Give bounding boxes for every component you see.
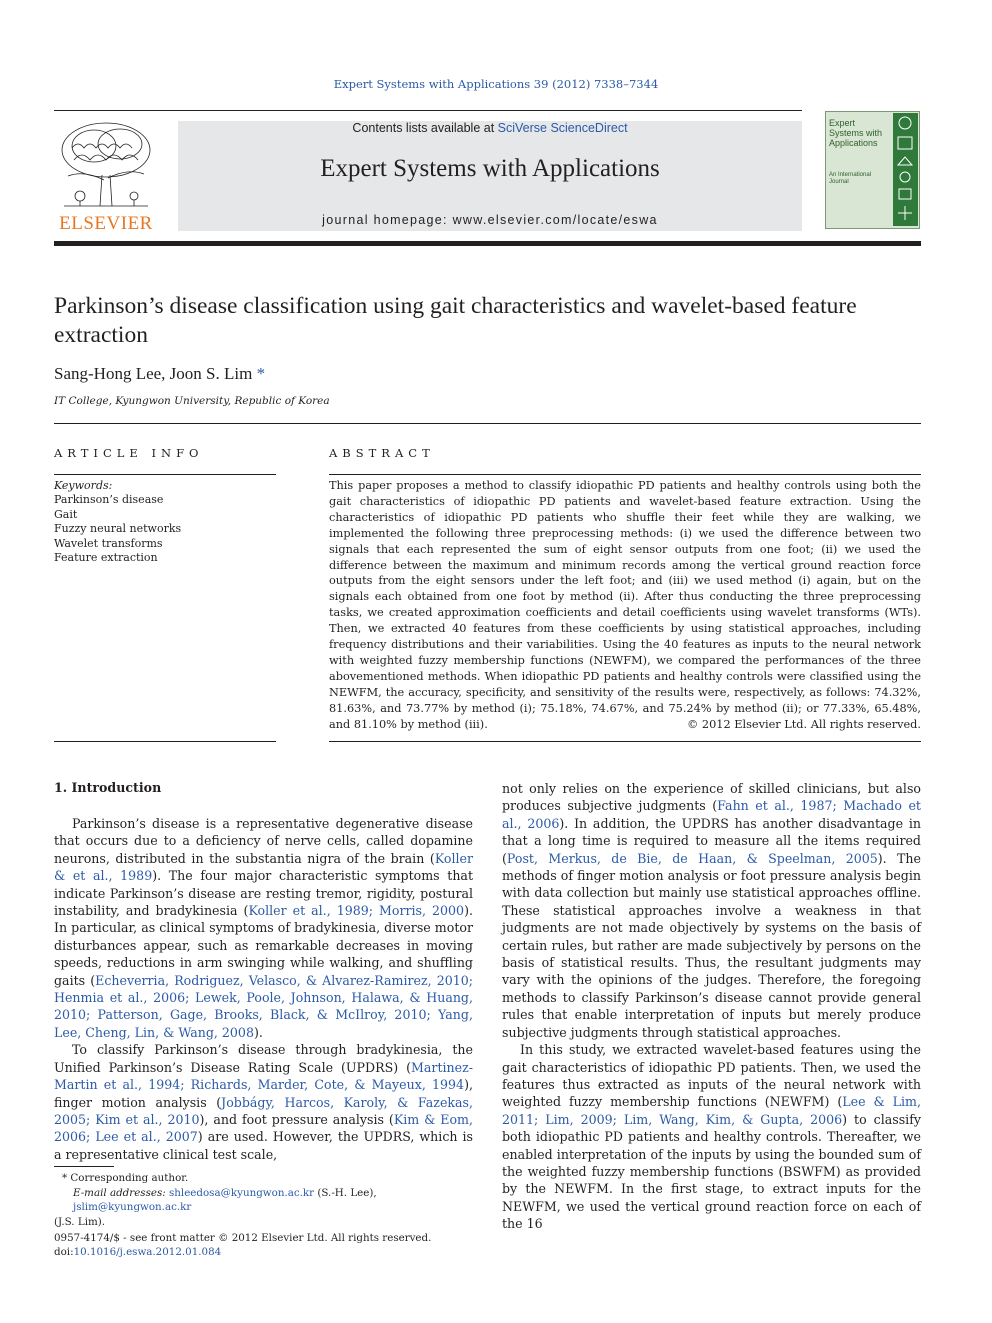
corresponding-text: Corresponding author. xyxy=(70,1172,189,1184)
paragraph-text: ) are used. However, the UPDRS, which is a representative clinical test scale, xyxy=(54,1129,473,1162)
paragraph-text: ). xyxy=(253,1024,263,1040)
citation-link[interactable]: Lee & Lim, 2011; Lim, 2009; Lim, Wang, Kim, & Gupta, 2006 xyxy=(502,1094,921,1127)
paragraph-text: ) to classify both idiopathic PD patients and healthy controls. Thereafter, we enabled interpretation of the inputs by using the bounded sum of the weighted fuzzy membership functions (BSWFM) as provided by the NEWFM. In the first stage, to extract inputs for the NEWFM, we used the vertical ground reaction force on each of the 16 xyxy=(502,1111,921,1232)
citation-link[interactable]: Kim & Eom, 2006; Lee et al., 2007 xyxy=(54,1111,473,1145)
tree-icon xyxy=(54,120,158,212)
abstract-bottom-rule xyxy=(329,741,921,742)
authors: Sang-Hong Lee, Joon S. Lim xyxy=(54,364,253,383)
keyword: Fuzzy neural networks xyxy=(54,522,182,535)
cover-title: Expert Systems with Applications xyxy=(829,118,883,148)
paragraph-text: ). The four major characteristic symptoms that indicate Parkinson’s disease are resting tremor, rigidity, postural instability, and bradykinesia ( xyxy=(54,868,474,919)
right-column xyxy=(502,780,921,1233)
journal-homepage xyxy=(178,213,802,227)
email-owner-line: (J.S. Lim). xyxy=(54,1215,106,1228)
article-info-heading: ARTICLE INFO xyxy=(54,446,204,460)
paragraph xyxy=(502,1041,921,1232)
citation-link[interactable]: Fahn et al., 1987; Machado et al., 2006 xyxy=(502,798,921,831)
paragraph-text: To classify Parkinson’s disease through bradykinesia, the Unified Parkinson’s Disease Rating Scale (UPDRS) ( xyxy=(54,1042,473,1075)
abstract-text: This paper proposes a method to classify idiopathic PD patients and healthy controls using both the gait characteristics of idiopathic PD patients and wavelet-based feature extraction. Using the characteristics of idiopathic PD patients who shuffle their feet while they are walking, we implemented the following three preprocessing methods: (i) we used the difference between two signals that each represented the sum of eight sensor outputs from one foot; (ii) we used the difference between the maximum and minimum records among the vertical ground reaction force outputs from the eight sensors under the left foot; and (iii) we used method (i) again, but on the signals each obtained from one foot by method (ii). After thus conducting the three preprocessing tasks, we created approximation coefficients and detail coefficients using wavelet transforms (WTs). Then, we extracted 40 features from these coefficients by using statistical approaches, including frequency distributions and their variabilities. Using the 40 features as inputs to the neural network with weighted fuzzy membership functions (NEWFM), we compared the performances of the three abovementioned methods. When idiopathic PD patients and healthy controls were classified using the NEWFM, the accuracy, specificity, and sensitivity of the results were, respectively, as follows: 74.32%, 81.63%, and 73.77% by method (i); 75.18%, 74.67%, and 75.24% by method (ii); or 77.33%, 65.48%, and 81.10% by method (iii). xyxy=(329,479,921,731)
keywords-label: Keywords: xyxy=(54,479,113,492)
header-thick-rule xyxy=(54,241,921,246)
doi-link[interactable]: 10.1016/j.eswa.2012.01.084 xyxy=(73,1246,222,1258)
citation-link[interactable]: Echeverria, Rodriguez, Velasco, & Alvarez-Ramirez, 2010; Henmia et al., 2006; Lewek, Poole, Johnson, Halawa, & Huang, 2010; Patterson, Gage, Brooks, Black, & McIlroy, 2010; Yang, Lee, Cheng, Lin, & Wang, 2008 xyxy=(54,972,473,1040)
cover-icons xyxy=(893,113,918,226)
author-list xyxy=(54,364,265,384)
footnotes xyxy=(54,1171,484,1229)
abstract-heading: ABSTRACT xyxy=(329,446,435,460)
citation-link[interactable]: Koller & et al., 1989 xyxy=(54,850,473,884)
doi-line xyxy=(54,1245,484,1259)
email-link[interactable]: jslim@kyungwon.ac.kr xyxy=(73,1201,192,1213)
homepage-url[interactable]: www.elsevier.com/locate/eswa xyxy=(452,213,658,227)
homepage-prefix: journal homepage: xyxy=(322,213,453,227)
email-owner: (S.-H. Lee), xyxy=(317,1186,377,1199)
paragraph-text: ). In addition, the UPDRS has another disadvantage in that a long time is required to measure all the items required ( xyxy=(502,815,921,866)
email-label: E-mail addresses: xyxy=(73,1186,166,1199)
article-info-rule xyxy=(54,474,276,475)
footnote-rule xyxy=(54,1166,114,1167)
paragraph-text: ). The methods of finger motion analysis or foot pressure analysis begin with data collection but mainly use statistical approaches offline. These statistical approaches involve a weakness in that judgments are not made objectively by systems on the basis of certain rules, but rather are made subjectively by persons on the basis of statistical results. Thus, the resultant judgments may vary with the opinions of the judges. Therefore, the foregoing methods to classify Parkinson’s disease cannot provide general rules that enable interpretation of inputs but merely produce subjective judgments through statistical approaches. xyxy=(502,850,921,1040)
paragraph xyxy=(54,815,473,1041)
doi-prefix: doi: xyxy=(54,1246,74,1258)
corresponding-author-mark[interactable]: * xyxy=(256,364,266,383)
keywords-list xyxy=(54,493,181,566)
keyword: Parkinson’s disease xyxy=(54,493,164,506)
abstract-rule xyxy=(329,474,921,475)
citation-link[interactable]: Post, Merkus, de Bie, de Haan, & Speelman, 2005 xyxy=(506,850,878,866)
email-link[interactable]: shleedosa@kyungwon.ac.kr xyxy=(168,1186,315,1199)
keyword: Feature extraction xyxy=(54,551,158,564)
section-heading: 1. Introduction xyxy=(54,780,162,795)
citation-link[interactable]: Martinez-Martin et al., 1994; Richards, Marder, Cote, & Mayeux, 1994 xyxy=(54,1059,473,1093)
cover-strip xyxy=(893,113,918,226)
email-footnote xyxy=(54,1186,484,1215)
paragraph xyxy=(54,1041,473,1163)
sciencedirect-link[interactable]: SciVerse ScienceDirect xyxy=(497,121,628,135)
paragraph xyxy=(502,780,921,1041)
elsevier-wordmark: ELSEVIER xyxy=(59,213,153,234)
journal-reference[interactable]: Expert Systems with Applications 39 (2012) 7338–7344 xyxy=(333,77,659,91)
contents-line xyxy=(178,121,802,135)
keyword: Gait xyxy=(54,507,78,521)
paragraph-text: ). In particular, as clinical symptoms of bradykinesia, diverse motor disturbances appear, such as remarkable decreases in moving speeds, reductions in arm swinging while walking, and shuffling gaits ( xyxy=(54,903,473,988)
article-info-bottom-rule xyxy=(54,741,276,742)
citation-link[interactable]: Koller et al., 1989; Morris, 2000 xyxy=(248,903,465,919)
paragraph-text: ), finger motion analysis ( xyxy=(54,1077,473,1110)
paper-title: Parkinson’s disease classification using gait characteristics and wavelet-based feature extraction xyxy=(54,293,857,348)
title-rule xyxy=(54,423,921,424)
header-rule xyxy=(54,110,802,111)
abstract-copyright: © 2012 Elsevier Ltd. All rights reserved. xyxy=(687,718,921,731)
contents-prefix: Contents lists available at xyxy=(352,121,498,135)
paragraph-text: In this study, we extracted wavelet-based features using the gait characteristics of idiopathic PD patients. Then, we used the features thus extracted as inputs of the neural network with weighted fuzzy membership functions (NEWFM) ( xyxy=(502,1042,921,1110)
citation-link[interactable]: Jobbágy, Harcos, Karoly, & Fazekas, 2005; Kim et al., 2010 xyxy=(54,1094,473,1127)
publication-meta xyxy=(54,1231,484,1259)
journal-title: Expert Systems with Applications xyxy=(320,155,660,182)
cover-subtitle: An International Journal xyxy=(829,172,872,185)
corresponding-footnote: * Corresponding author. xyxy=(62,1172,189,1184)
keyword: Wavelet transforms xyxy=(54,536,163,550)
issn-line: 0957-4174/$ - see front matter © 2012 Elsevier Ltd. All rights reserved. xyxy=(54,1232,432,1244)
paragraph-text: not only relies on the experience of skilled clinicians, but also produces subjective judgments ( xyxy=(502,781,921,814)
paragraph-text: Parkinson’s disease is a representative degenerative disease that occurs due to a deficiency of nerve cells, called dopamine neurons, distributed in the substantia nigra of the brain ( xyxy=(54,816,473,866)
affiliation: IT College, Kyungwon University, Republic of Korea xyxy=(54,395,330,407)
left-column xyxy=(54,815,473,1163)
paragraph-text: ), and foot pressure analysis ( xyxy=(199,1111,394,1127)
